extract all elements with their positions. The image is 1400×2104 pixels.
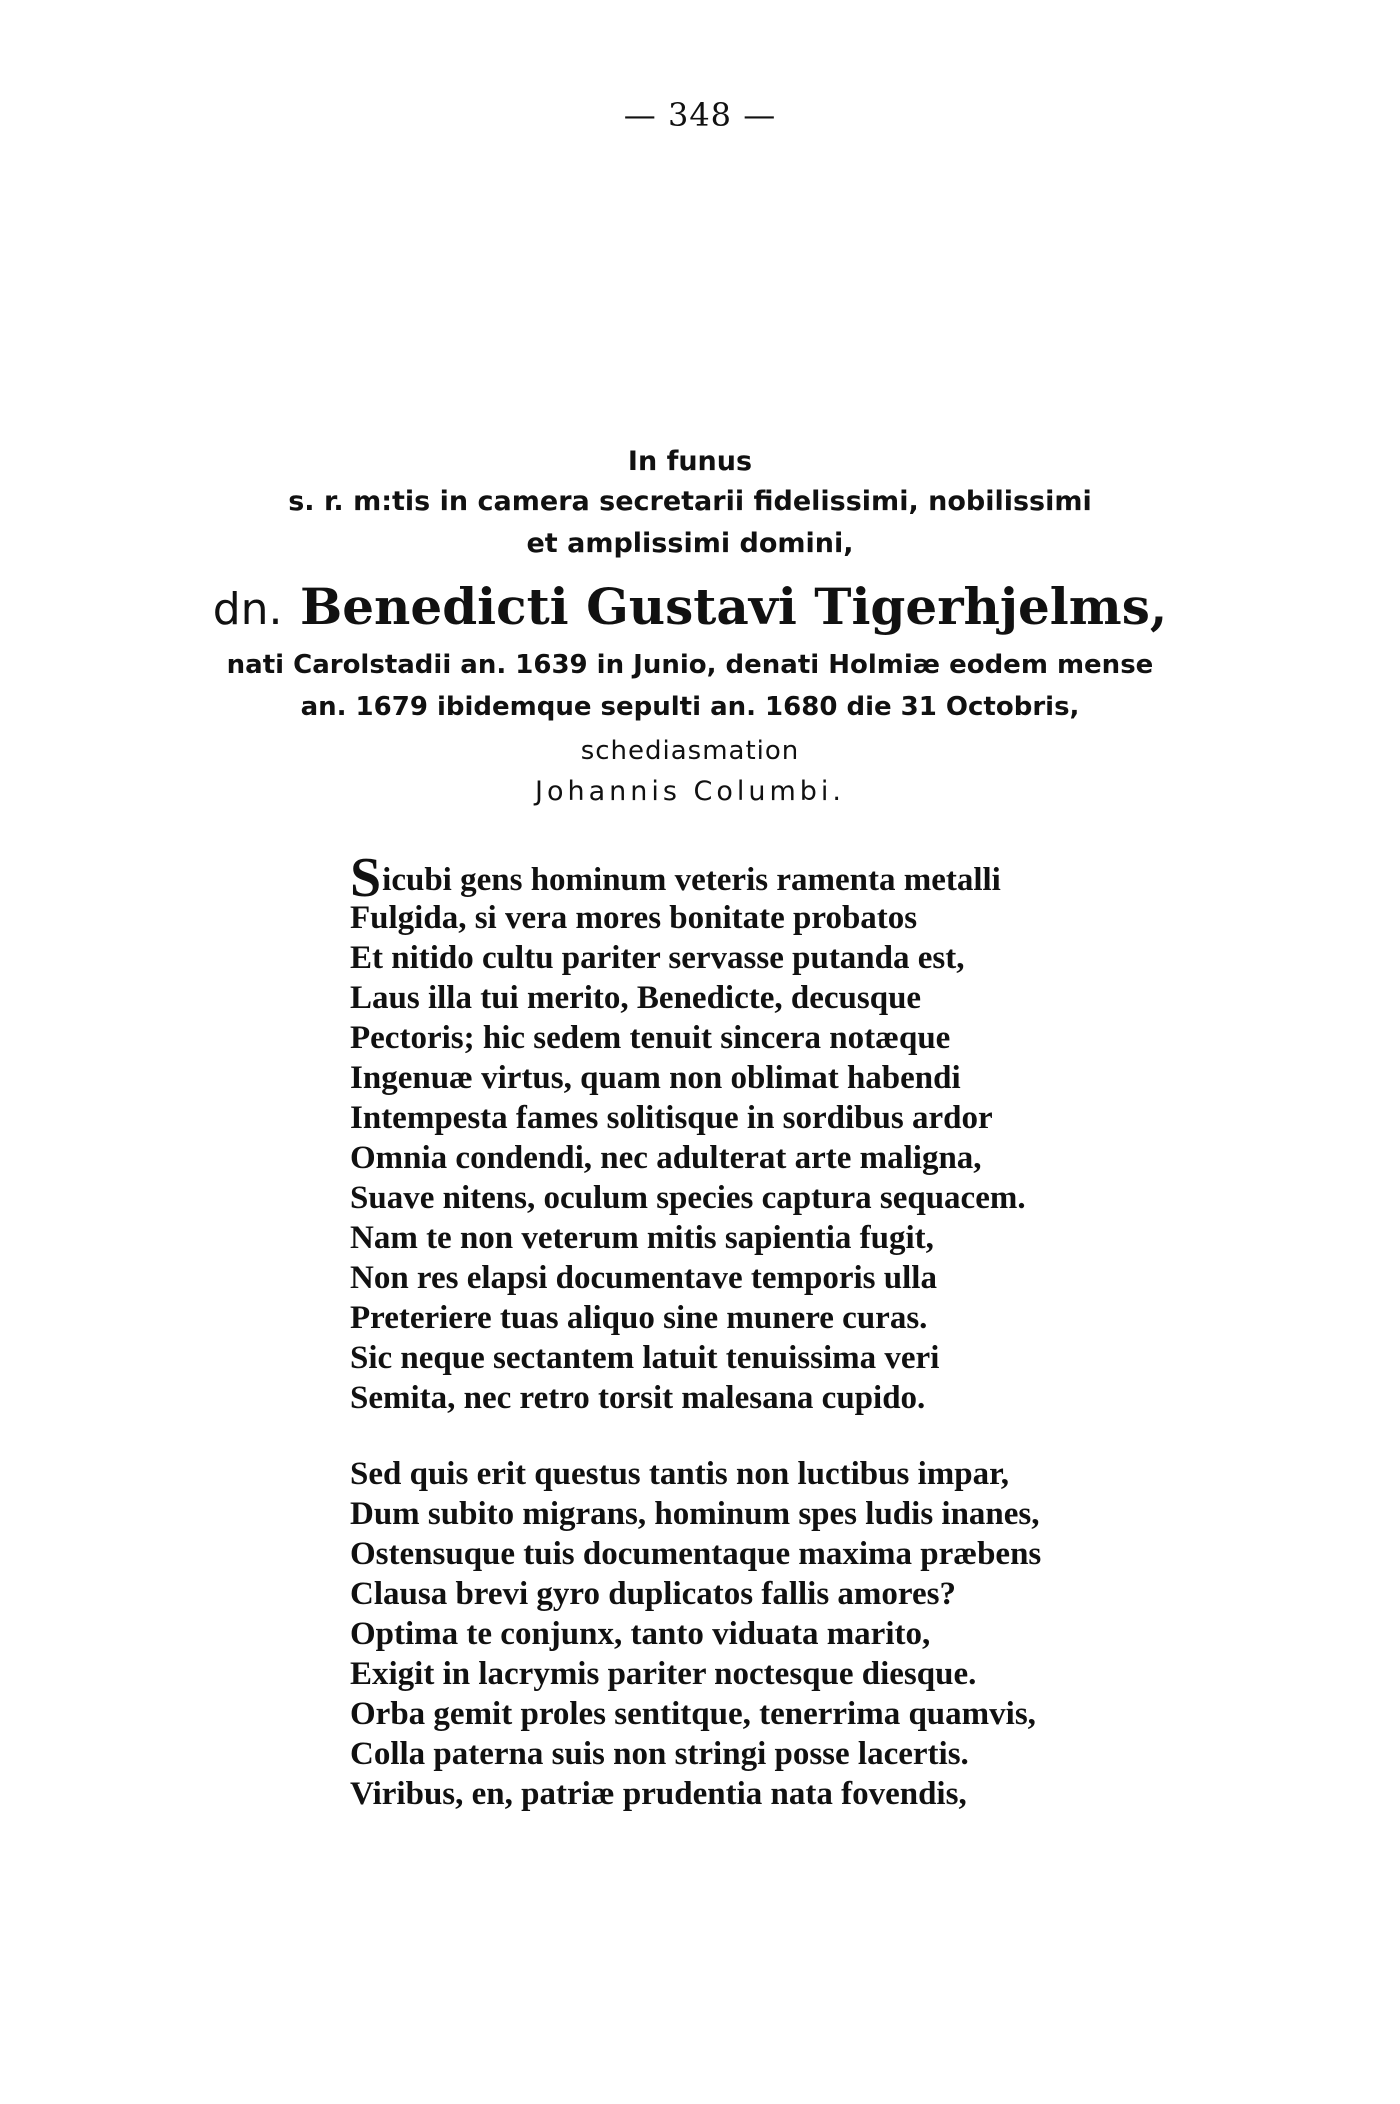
poem-stanza-2 xyxy=(350,1454,1250,1814)
verse-line: Sed quis erit questus tantis non luctibus impar, xyxy=(350,1456,1009,1492)
heading-line-author: Johannis Columbi. xyxy=(534,776,846,807)
verse-line: Nam te non veterum mitis sapientia fugit, xyxy=(350,1220,934,1256)
verse-line: Ostensuque tuis documentaque maxima præbens xyxy=(350,1536,1042,1572)
verse-line: Optima te conjunx, tanto viduata marito, xyxy=(350,1616,931,1652)
verse-line: Exigit in lacrymis pariter noctesque diesque. xyxy=(350,1656,977,1692)
poem-stanza-1 xyxy=(350,847,1250,1418)
name-prefix: dn. xyxy=(212,584,283,635)
verse-line: Non res elapsi documentave temporis ulla xyxy=(350,1260,937,1296)
heading-line-birth: nati Carolstadii an. 1639 in Junio, denati Holmiæ eodem mense xyxy=(226,650,1154,680)
verse-line: Pectoris; hic sedem tenuit sincera notæque xyxy=(350,1020,951,1056)
page-number: — 348 — xyxy=(623,96,777,134)
verse-line: Sic neque sectantem latuit tenuissima veri xyxy=(350,1340,940,1376)
verse-text: icubi gens hominum veteris ramenta metalli xyxy=(382,862,1001,898)
verse-line: Laus illa tui merito, Benedicte, decusque xyxy=(350,980,922,1016)
heading-honoree-name xyxy=(0,577,1390,636)
verse-line xyxy=(350,847,1250,909)
verse-line: Dum subito migrans, hominum spes ludis inanes, xyxy=(350,1496,1040,1532)
heading-line-in-funus: In funus xyxy=(627,446,753,477)
verse-line: Colla paterna suis non stringi posse lacertis. xyxy=(350,1736,969,1772)
verse-line: Et nitido cultu pariter servasse putanda est, xyxy=(350,940,965,976)
heading-line-title: s. r. m:tis in camera secretarii fidelissimi, nobilissimi xyxy=(288,486,1092,517)
verse-line: Clausa brevi gyro duplicatos fallis amores? xyxy=(350,1576,956,1612)
heading-line-domini: et amplissimi domini, xyxy=(526,528,854,559)
verse-line: Orba gemit proles sentitque, tenerrima quamvis, xyxy=(350,1696,1036,1732)
verse-line: Viribus, en, patriæ prudentia nata fovendis, xyxy=(350,1776,967,1812)
verse-line: Ingenuæ virtus, quam non oblimat habendi xyxy=(350,1060,961,1096)
name-main: Benedicti Gustavi Tigerhjelms, xyxy=(299,577,1168,636)
verse-line: Preteriere tuas aliquo sine munere curas. xyxy=(350,1300,928,1336)
drop-cap: S xyxy=(350,847,382,909)
heading-line-burial: an. 1679 ibidemque sepulti an. 1680 die 31 Octobris, xyxy=(300,692,1080,722)
heading-line-schediasmation: schediasmation xyxy=(580,736,800,766)
verse-line: Suave nitens, oculum species captura sequacem. xyxy=(350,1180,1026,1216)
verse-line: Semita, nec retro torsit malesana cupido. xyxy=(350,1380,926,1416)
verse-line: Intempesta fames solitisque in sordibus ardor xyxy=(350,1100,993,1136)
verse-line: Fulgida, si vera mores bonitate probatos xyxy=(350,900,918,936)
verse-line: Omnia condendi, nec adulterat arte maligna, xyxy=(350,1140,982,1176)
